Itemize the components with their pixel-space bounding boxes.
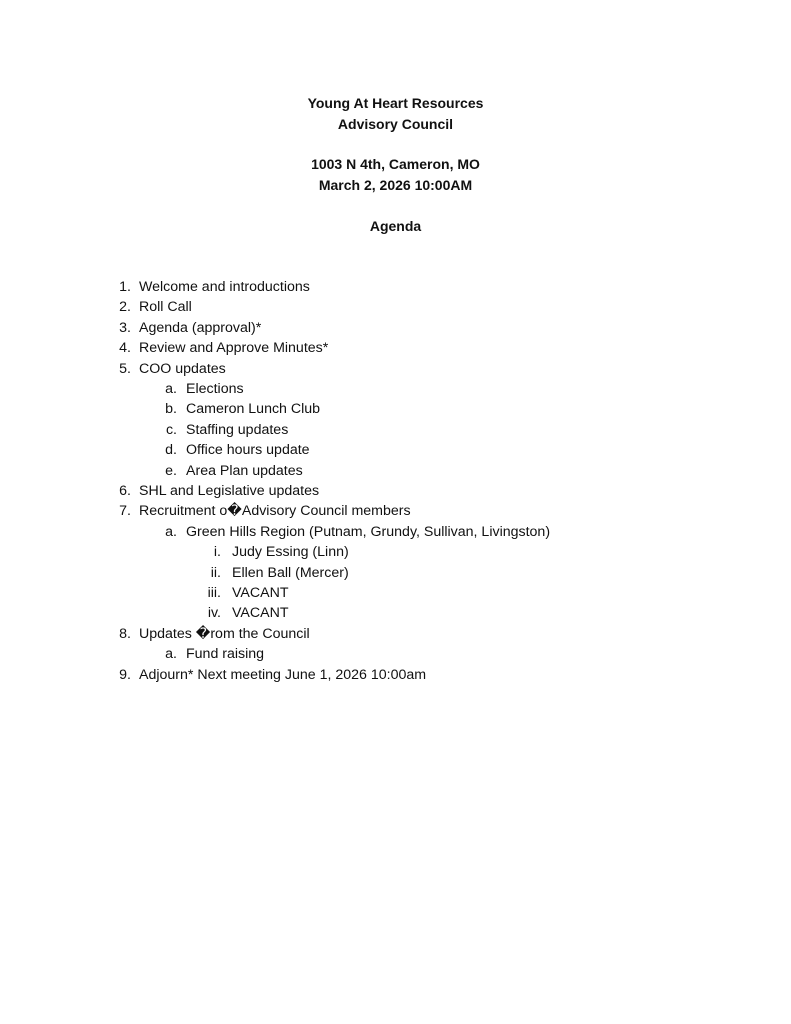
item-text: COO updates <box>139 360 226 377</box>
item-marker: 7. <box>119 503 131 520</box>
item-marker: 2. <box>119 299 131 316</box>
item-text: Recruitment o�Advisory Council members <box>139 503 411 520</box>
meeting-datetime: March 2, 2026 10:00AM <box>318 177 473 193</box>
item-text: Staffing updates <box>186 421 289 438</box>
item-marker: i. <box>213 544 221 561</box>
item-text: Office hours update <box>186 442 310 459</box>
item-text: Adjourn* Next meeting June 1, 2026 10:00am <box>139 666 427 683</box>
item-marker: a. <box>165 523 177 540</box>
item-text: SHL and Legislative updates <box>139 483 320 499</box>
item-text: Review and Approve Minutes* <box>139 340 329 357</box>
item-marker: 9. <box>119 666 131 683</box>
item-text: Roll Call <box>139 299 192 316</box>
item-marker: a. <box>165 646 177 663</box>
item-text: Area Plan updates <box>186 462 303 479</box>
item-marker: 6. <box>119 483 131 499</box>
item-marker: ii. <box>210 564 221 581</box>
item-marker: d. <box>165 442 177 459</box>
item-marker: 5. <box>119 360 131 377</box>
item-text: VACANT <box>232 605 289 622</box>
item-marker: c. <box>165 421 177 438</box>
item-text: Updates �rom the Council <box>139 625 310 642</box>
item-text: VACANT <box>232 585 289 601</box>
item-text: Ellen Ball (Mercer) <box>232 564 349 581</box>
item-marker: iii. <box>207 585 221 601</box>
item-marker: 4. <box>119 340 131 357</box>
item-marker: 3. <box>119 319 131 336</box>
item-marker: 8. <box>119 625 131 642</box>
council-subtitle: Advisory Council <box>337 116 454 132</box>
org-title: Young At Heart Resources <box>307 95 484 111</box>
item-marker: e. <box>165 462 177 479</box>
item-marker: a. <box>165 381 177 397</box>
item-text: Fund raising <box>186 646 265 663</box>
agenda-heading: Agenda <box>369 218 422 234</box>
meeting-address: 1003 N 4th, Cameron, MO <box>311 156 480 172</box>
item-text: Judy Essing (Linn) <box>232 544 349 561</box>
item-text: Elections <box>186 381 244 397</box>
item-text: Green Hills Region (Putnam, Grundy, Sullivan, Livingston) <box>186 523 551 540</box>
item-marker: iv. <box>207 605 221 622</box>
item-text: Cameron Lunch Club <box>186 401 321 418</box>
item-text: Agenda (approval)* <box>139 319 262 336</box>
item-text: Welcome and introductions <box>139 279 310 295</box>
item-marker: b. <box>165 401 177 418</box>
item-marker: 1. <box>119 279 131 295</box>
